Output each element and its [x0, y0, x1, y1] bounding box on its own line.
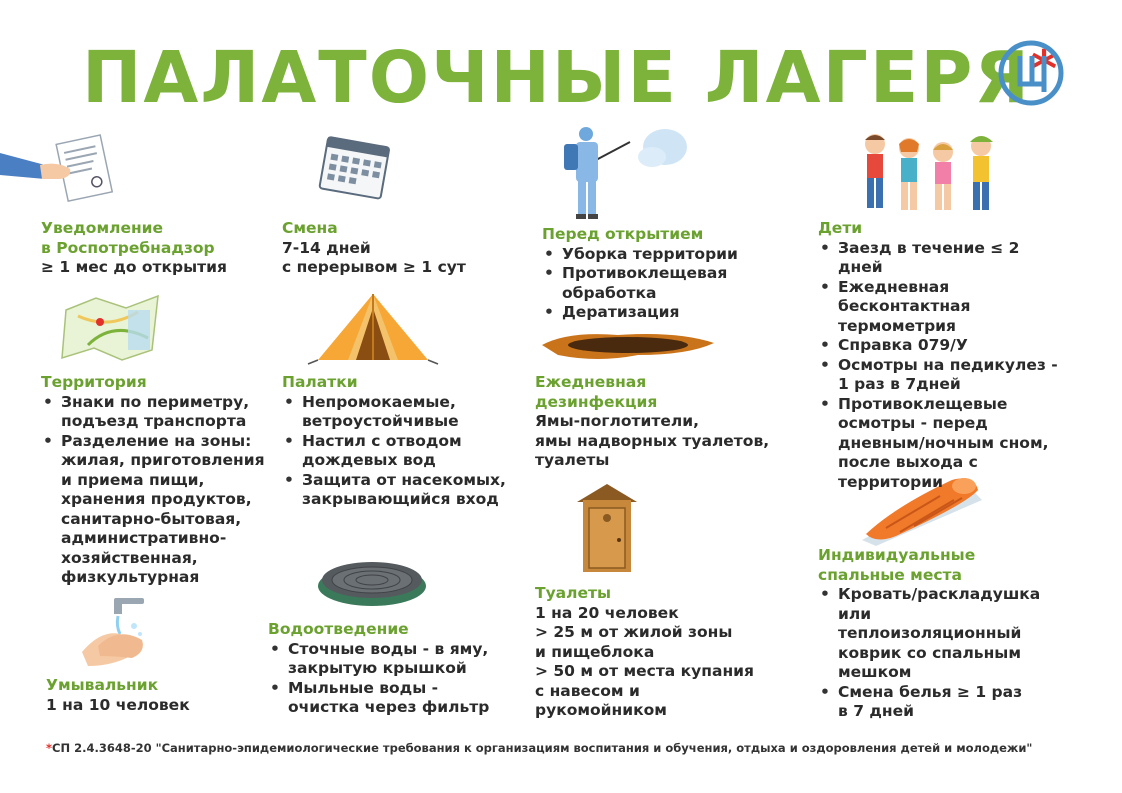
shift-text-1: 7-14 дней — [282, 238, 371, 257]
sleeping-heading-1: Индивидуальные — [818, 546, 976, 564]
shift-text-2: с перерывом ≥ 1 сут — [282, 258, 466, 276]
list-item: • Противоклещевая обработка — [542, 264, 757, 303]
shift-heading: Смена — [282, 219, 338, 237]
list-item: • Непромокаемые, ветроустойчивые — [282, 393, 507, 432]
list-item: • Уборка территории — [542, 245, 757, 265]
list-item: • Сточные воды - в яму, закрытую крышкой — [268, 640, 493, 679]
list-item: • Смена белья ≥ 1 раз в 7 дней — [818, 683, 1033, 722]
toilets-text-1: 1 на 20 человек — [535, 603, 679, 622]
list-item: • Мыльные воды - очистка через фильтр — [268, 679, 493, 718]
before-open-heading: Перед открытием — [542, 225, 704, 243]
document-hand-icon — [0, 135, 120, 210]
disinfection-heading-2: дезинфекция — [535, 392, 658, 411]
list-item: • Заезд в течение ≤ 2 дней — [818, 239, 1068, 278]
list-item: • Знаки по периметру, подъезд транспорта — [41, 393, 269, 432]
shift-block — [282, 219, 512, 278]
tents-heading: Палатки — [282, 373, 358, 391]
territory-list — [41, 393, 269, 588]
disinfection-text-3: туалеты — [535, 451, 610, 469]
territory-block — [41, 373, 269, 588]
list-item: • Ежедневная бесконтактная термометрия — [818, 278, 988, 337]
toilets-text-2: > 25 м от жилой зоны — [535, 623, 733, 641]
tent-icon — [308, 290, 438, 370]
before-open-list — [542, 245, 757, 323]
list-item: • Противоклещевые осмотры - перед дневным/ночным сном, после выхода с территории — [818, 395, 1053, 493]
notice-heading-2: в Роспотребнадзор — [41, 238, 215, 257]
toilets-text-5: с навесом и — [535, 681, 640, 700]
washbasin-block — [46, 676, 246, 715]
disinfection-block — [535, 373, 785, 471]
toilets-block — [535, 584, 785, 721]
outhouse-icon — [575, 482, 639, 574]
list-item: • Осмотры на педикулез - 1 раз в 7дней — [818, 356, 1063, 395]
tents-list — [282, 393, 507, 510]
notice-heading-1: Уведомление — [41, 219, 164, 237]
calendar-icon — [315, 134, 395, 206]
toilets-text-4: > 50 м от места купания — [535, 662, 754, 680]
children-list — [818, 239, 1068, 493]
notice-text: ≥ 1 мес до открытия — [41, 258, 227, 276]
tents-block — [282, 373, 507, 510]
drainage-heading: Водоотведение — [268, 620, 409, 638]
footnote-star: * — [46, 741, 53, 755]
list-item: • Кровать/раскладушка или теплоизоляционный коврик со спальным мешком — [818, 585, 1043, 683]
drainage-list — [268, 640, 493, 718]
disinfection-text-1: Ямы-поглотители, — [535, 412, 699, 430]
before-open-block — [542, 225, 757, 323]
list-item: • Справка 079/У — [818, 336, 1068, 356]
children-heading: Дети — [818, 219, 863, 237]
list-item: • Разделение на зоны: жилая, приготовления и приема пищи, хранения продуктов, санитарно-бытовая, административно-хозяйственная, физкультурная — [41, 432, 269, 588]
territory-heading: Территория — [41, 373, 147, 391]
title-text: ПАЛАТОЧНЫЕ ЛАГЕРЯ — [82, 36, 1032, 119]
title-star: * — [1031, 40, 1060, 98]
footnote-text: СП 2.4.3648-20 "Санитарно-эпидемиологические требования к организациям воспитания и обучения, отдыха и оздоровления детей и молодежи" — [52, 741, 1033, 755]
sleeping-block — [818, 546, 1068, 722]
list-item: • Настил с отводом дождевых вод — [282, 432, 472, 471]
sleeping-list — [818, 585, 1068, 722]
toilets-text-6: рукомойником — [535, 701, 667, 719]
hand-washing-icon — [74, 596, 154, 670]
drainage-block — [268, 620, 493, 718]
disinfection-heading-1: Ежедневная — [535, 373, 647, 391]
manhole-cover-icon — [316, 556, 428, 608]
footnote — [46, 741, 1032, 755]
sprayer-person-icon — [560, 122, 690, 222]
page-title — [82, 36, 1059, 119]
children-icon — [855, 130, 1035, 220]
toilets-heading: Туалеты — [535, 584, 612, 602]
disinfection-text-2: ямы надворных туалетов, — [535, 431, 770, 450]
list-item: • Дератизация — [542, 303, 757, 323]
pit-icon — [538, 325, 718, 365]
washbasin-text: 1 на 10 человек — [46, 695, 190, 714]
sleeping-heading-2: спальные места — [818, 565, 962, 584]
logo-icon — [998, 40, 1064, 106]
map-icon — [58, 290, 168, 365]
list-item: • Защита от насекомых, закрывающийся вход — [282, 471, 507, 510]
washbasin-heading: Умывальник — [46, 676, 159, 694]
children-block — [818, 219, 1068, 492]
toilets-text-3: и пищеблока — [535, 642, 655, 661]
notice-block — [41, 219, 271, 278]
